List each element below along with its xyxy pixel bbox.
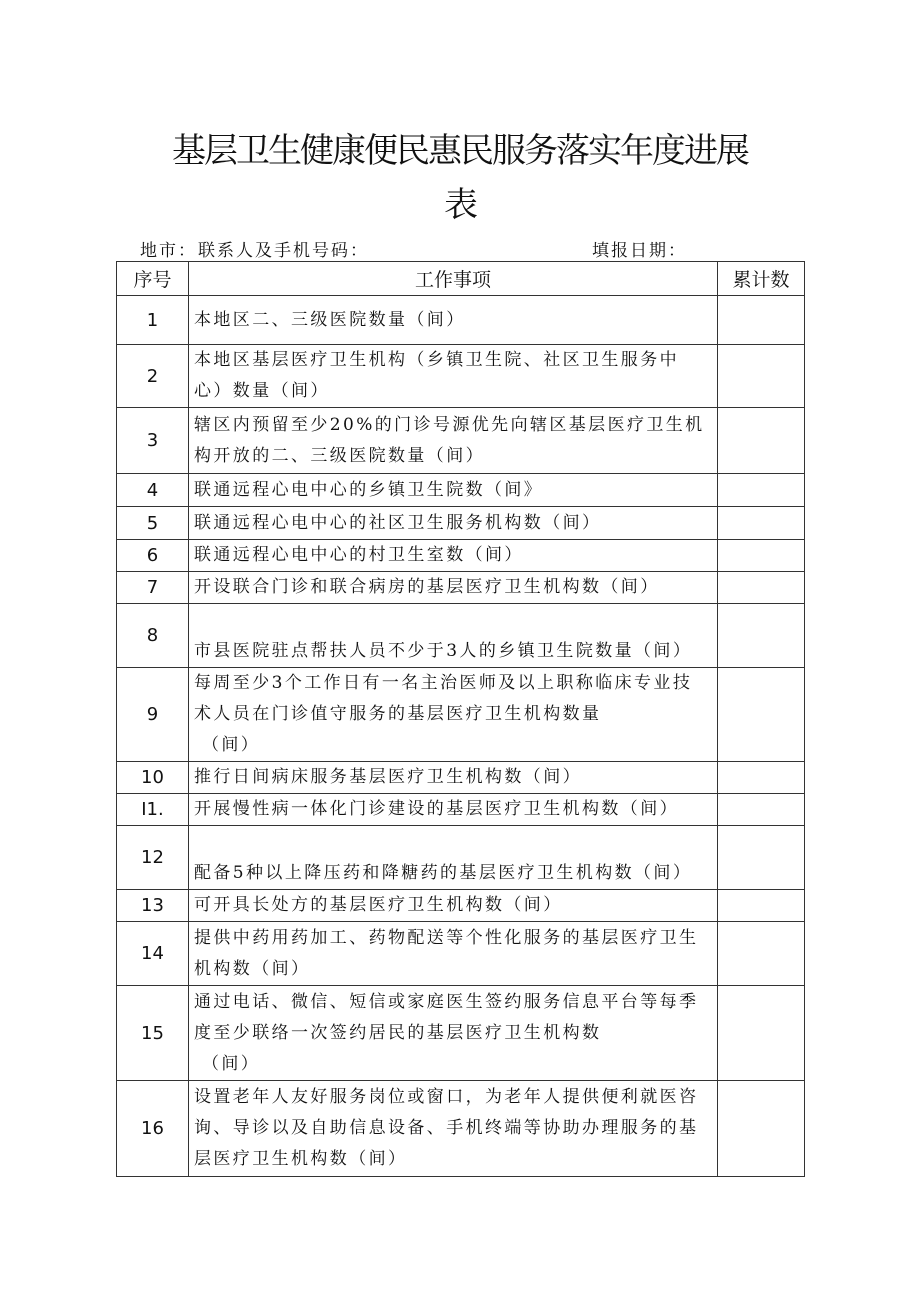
row-item-line: 通过电话、微信、短信或家庭医生签约服务信息平台等每季 (194, 991, 699, 1012)
row-number: 10 (117, 762, 189, 794)
row-item (189, 296, 718, 345)
form-meta-line (140, 236, 800, 261)
row-item-line: 开设联合门诊和联合病房的基层医疗卫生机构数（间） (194, 577, 660, 597)
table-row (117, 762, 805, 794)
row-item-line: 本地区基层医疗卫生机构（乡镇卫生院、社区卫生服务中 (194, 350, 679, 370)
row-number: 1 (117, 296, 189, 345)
table-row (117, 345, 805, 408)
row-number: 7 (117, 572, 189, 604)
report-date-label: 填报日期： (592, 241, 687, 261)
row-item (189, 986, 718, 1081)
row-number: 5 (117, 507, 189, 540)
row-item-line: 可开具长处方的基层医疗卫生机构数（间） (194, 895, 563, 915)
row-item (189, 604, 718, 668)
page-title-line-2: 表 (444, 185, 476, 225)
table-row (117, 507, 805, 540)
row-total-cell[interactable] (718, 986, 805, 1081)
row-number: I1. (117, 794, 189, 826)
table-row (117, 604, 805, 668)
table-row (117, 474, 805, 507)
table-row (117, 296, 805, 345)
row-item-line: 设置老年人友好服务岗位或窗口，为老年人提供便利就医咨 (194, 1087, 699, 1107)
row-number: 2 (117, 345, 189, 408)
table-row (117, 572, 805, 604)
row-item (189, 826, 718, 890)
row-item (189, 1081, 718, 1177)
row-number: 16 (117, 1081, 189, 1177)
row-total-cell[interactable] (718, 507, 805, 540)
row-item-line: 术人员在门诊值守服务的基层医疗卫生机构数量 (194, 704, 602, 724)
row-item-line: 配备5种以上降压药和降糖药的基层医疗卫生机构数（间） (194, 863, 693, 883)
row-number: 13 (117, 890, 189, 922)
row-item-line: 辖区内预留至少20%的门诊号源优先向辖区基层医疗卫生机 (194, 414, 705, 435)
row-total-cell[interactable] (718, 1081, 805, 1177)
table-header-row (117, 262, 805, 296)
table-row (117, 890, 805, 922)
row-total-cell[interactable] (718, 922, 805, 986)
row-number: 6 (117, 540, 189, 572)
row-total-cell[interactable] (718, 794, 805, 826)
row-number: 12 (117, 826, 189, 890)
row-number: 3 (117, 408, 189, 474)
row-item (189, 540, 718, 572)
row-total-cell[interactable] (718, 296, 805, 345)
row-total-cell[interactable] (718, 572, 805, 604)
row-item-line: 心）数量（间） (194, 381, 330, 401)
row-number: 14 (117, 922, 189, 986)
row-item-line: 度至少联络一次签约居民的基层医疗卫生机构数 (194, 1022, 602, 1043)
row-item (189, 890, 718, 922)
table-row (117, 408, 805, 474)
row-number: 9 (117, 668, 189, 762)
row-item (189, 408, 718, 474)
row-item-line: 本地区二、三级医院数量（间） (194, 309, 466, 330)
row-item-line: 联通远程心电中心的村卫生室数（间） (194, 545, 524, 565)
row-total-cell[interactable] (718, 408, 805, 474)
row-number: 4 (117, 474, 189, 507)
table-row (117, 922, 805, 986)
header-item: 工作事项 (189, 262, 718, 296)
row-item (189, 922, 718, 986)
row-item-line: 每周至少3个工作日有一名主治医师及以上职称临床专业技 (194, 673, 693, 693)
contact-label: 联系人及手机号码： (198, 241, 369, 261)
header-total: 累计数 (718, 262, 805, 296)
row-total-cell[interactable] (718, 668, 805, 762)
table-row (117, 540, 805, 572)
row-total-cell[interactable] (718, 604, 805, 668)
row-item-line: （间） (202, 735, 261, 755)
row-item-line: 推行日间病床服务基层医疗卫生机构数（间） (194, 767, 582, 787)
row-number: 8 (117, 604, 189, 668)
row-item-line: 市县医院驻点帮扶人员不少于3人的乡镇卫生院数量（间） (194, 641, 693, 661)
row-item-line: （间） (202, 1053, 261, 1074)
row-total-cell[interactable] (718, 826, 805, 890)
row-item-line: 机构数（间） (194, 958, 311, 979)
table-row (117, 986, 805, 1081)
row-item (189, 474, 718, 507)
city-label: 地市： (140, 241, 197, 261)
row-item (189, 572, 718, 604)
table-row (117, 794, 805, 826)
row-item-line: 开展慢性病一体化门诊建设的基层医疗卫生机构数（间） (194, 799, 679, 819)
row-item-line: 联通远程心电中心的乡镇卫生院数（间》 (194, 479, 544, 500)
row-item (189, 507, 718, 540)
progress-table (116, 261, 805, 1177)
row-total-cell[interactable] (718, 540, 805, 572)
table-row (117, 668, 805, 762)
row-total-cell[interactable] (718, 474, 805, 507)
row-item (189, 762, 718, 794)
row-total-cell[interactable] (718, 345, 805, 408)
row-item (189, 345, 718, 408)
row-item-line: 联通远程心电中心的社区卫生服务机构数（间） (194, 512, 602, 533)
table-row (117, 826, 805, 890)
row-item (189, 794, 718, 826)
row-item-line: 层医疗卫生机构数（间） (194, 1149, 408, 1169)
row-number: 15 (117, 986, 189, 1081)
header-no: 序号 (117, 262, 189, 296)
row-total-cell[interactable] (718, 890, 805, 922)
page-title-line-1: 基层卫生健康便民惠民服务落实年度进展 (172, 131, 748, 171)
table-row (117, 1081, 805, 1177)
row-item-line: 构开放的二、三级医院数量（间） (194, 445, 485, 466)
row-total-cell[interactable] (718, 762, 805, 794)
row-item (189, 668, 718, 762)
row-item-line: 询、导诊以及自助信息设备、手机终端等协助办理服务的基 (194, 1118, 699, 1138)
row-item-line: 提供中药用药加工、药物配送等个性化服务的基层医疗卫生 (194, 927, 699, 948)
